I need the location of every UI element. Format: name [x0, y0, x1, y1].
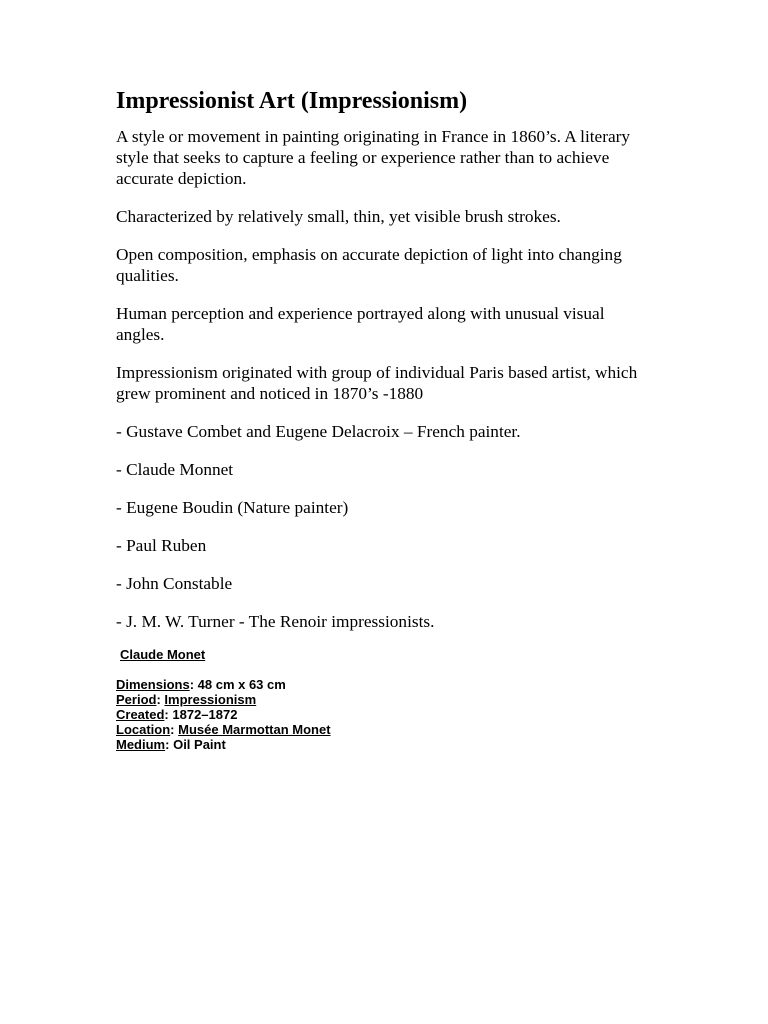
origin-paragraph: Impressionism originated with group of individual Paris based artist, which grew prominent and noticed in 1870’s -1880: [116, 363, 638, 403]
artwork-heading-link[interactable]: Claude Monet: [120, 647, 206, 662]
created-value: 1872–1872: [172, 707, 238, 722]
location-separator: :: [170, 722, 179, 737]
artwork-info-block: [116, 647, 656, 752]
artist-list-item: - J. M. W. Turner - The Renoir impressionists.: [116, 612, 435, 631]
artist-list-item: - John Constable: [116, 574, 233, 593]
dimensions-label-link[interactable]: Dimensions: [116, 677, 190, 692]
created-label-link[interactable]: Created: [116, 707, 165, 722]
perception-paragraph: Human perception and experience portrayed along with unusual visual angles.: [116, 304, 605, 344]
location-value-link[interactable]: Musée Marmottan Monet: [178, 722, 331, 737]
artist-list: [116, 421, 656, 632]
dimensions-separator: :: [189, 677, 198, 692]
location-row: [116, 722, 656, 737]
artist-list-item: - Eugene Boudin (Nature painter): [116, 498, 349, 517]
artist-list-item: - Paul Ruben: [116, 536, 207, 555]
period-value-link[interactable]: Impressionism: [164, 692, 257, 707]
intro-paragraph: A style or movement in painting originating in France in 1860’s. A literary style that seeks to capture a feeling or experience rather than to achieve accurate depiction.: [116, 127, 631, 188]
artist-list-item: - Claude Monnet: [116, 460, 234, 479]
medium-label-link[interactable]: Medium: [116, 737, 166, 752]
document-page: [116, 86, 656, 752]
location-label-link[interactable]: Location: [116, 722, 171, 737]
dimensions-row: [116, 677, 656, 692]
period-label-link[interactable]: Period: [116, 692, 157, 707]
brush-strokes-paragraph: Characterized by relatively small, thin, yet visible brush strokes.: [116, 207, 561, 226]
period-row: [116, 692, 656, 707]
medium-value: Oil Paint: [173, 737, 226, 752]
medium-separator: :: [165, 737, 174, 752]
period-separator: :: [156, 692, 165, 707]
document-title: Impressionist Art (Impressionism): [116, 88, 468, 114]
artist-list-item: - Gustave Combet and Eugene Delacroix – French painter.: [116, 422, 521, 441]
dimensions-value: 48 cm x 63 cm: [197, 677, 286, 692]
medium-row: [116, 737, 656, 752]
created-row: [116, 707, 656, 722]
created-separator: :: [164, 707, 173, 722]
composition-paragraph: Open composition, emphasis on accurate depiction of light into changing qualities.: [116, 245, 622, 285]
